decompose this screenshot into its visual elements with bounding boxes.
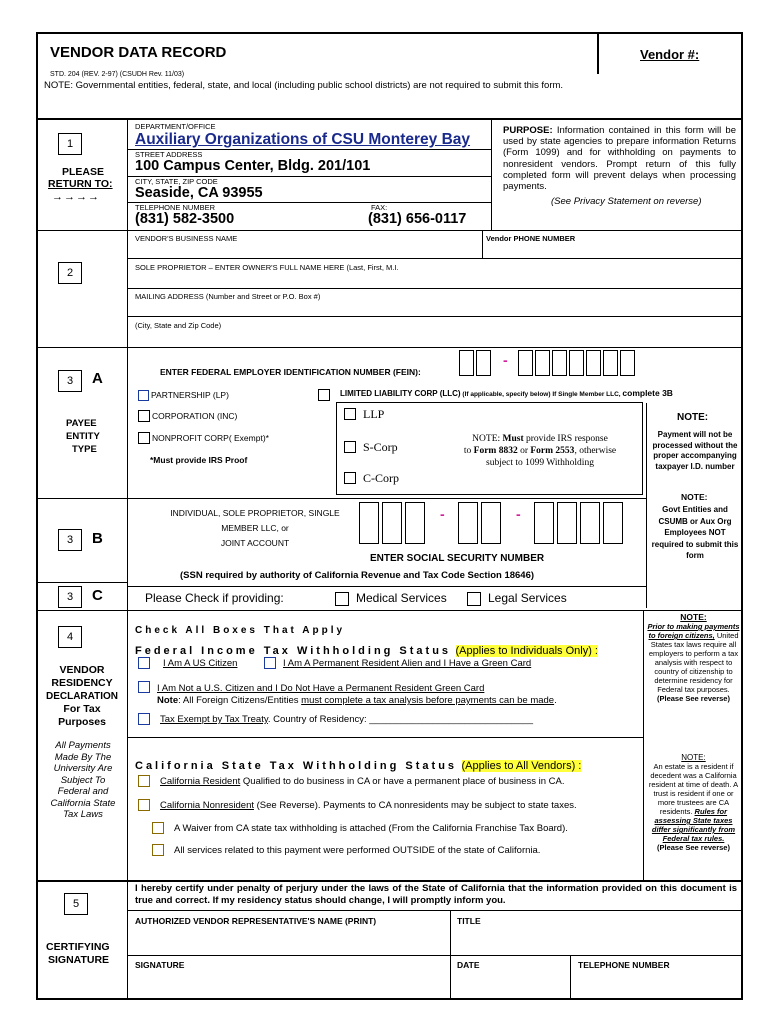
llc-checkbox[interactable]: [318, 389, 330, 401]
outside-label: All services related to this payment were performed OUTSIDE of the state of California.: [174, 845, 541, 856]
resident-alien-label: I Am A Permanent Resident Alien and I Have a Green Card: [283, 658, 532, 669]
ca-nonresident-label: California Nonresident (See Reverse). Payments to CA nonresidents may be subject to state taxes.: [160, 800, 577, 811]
corporation-checkbox[interactable]: [138, 410, 150, 422]
section-3a-number: 3: [58, 370, 82, 392]
business-name-label: VENDOR'S BUSINESS NAME: [135, 234, 238, 243]
tel-label: TELEPHONE NUMBER: [135, 203, 216, 212]
ssn-digit[interactable]: [603, 502, 623, 544]
tel-value: (831) 582-3500: [135, 211, 235, 227]
section-3a-letter: A: [92, 370, 103, 387]
section-3c-letter: C: [92, 587, 103, 604]
fein-digit[interactable]: [603, 350, 618, 376]
llp-label: LLP: [363, 407, 385, 421]
section-4-number: 4: [58, 626, 82, 648]
type-label: TYPE: [72, 444, 97, 455]
vendor-number-label: Vendor #:: [640, 47, 700, 62]
city-value: Seaside, CA 93955: [135, 185, 263, 201]
title-label: TITLE: [457, 916, 481, 926]
return-to-label: RETURN TO:: [48, 178, 113, 190]
corporation-label: CORPORATION (INC): [152, 411, 238, 421]
section-5-number: 5: [64, 893, 88, 915]
partnership-label: PARTNERSHIP (LP): [151, 390, 229, 400]
section-3b-number: 3: [58, 529, 82, 551]
owner-name-field[interactable]: [130, 272, 740, 287]
estate-side-note: NOTE: An estate is a resident if decedent was a California resident at time of death. A trust is resident if one or more trustees are CA residents. Rules for assessing State taxes differ significantly from Federal tax rules. (Please See reverse): [648, 753, 739, 852]
ssn-digit[interactable]: [458, 502, 478, 544]
sole-prop-label: SOLE PROPRIETOR – ENTER OWNER'S FULL NAME HERE (Last, First, M.I.: [135, 263, 399, 272]
us-citizen-label: I Am A US Citizen: [163, 658, 238, 669]
ccorp-checkbox[interactable]: [344, 472, 356, 484]
form-title: VENDOR DATA RECORD: [50, 44, 227, 61]
dept-value: Auxiliary Organizations of CSU Monterey Bay: [135, 131, 471, 148]
signature-label: SIGNATURE: [135, 960, 185, 970]
ssn-required-note: (SSN required by authority of California Revenue and Tax Code Section 18646): [180, 570, 535, 581]
ca-resident-checkbox[interactable]: [138, 775, 150, 787]
street-value: 100 Campus Center, Bldg. 201/101: [135, 158, 371, 174]
payee-label: PAYEE: [66, 418, 97, 429]
fein-dash: -: [503, 352, 508, 368]
partnership-checkbox[interactable]: [138, 390, 149, 401]
please-label: PLEASE: [62, 166, 105, 178]
ssn-dash: -: [516, 506, 521, 522]
section-3c-number: 3: [58, 586, 82, 608]
vendor-phone-field[interactable]: [484, 242, 740, 257]
date-field[interactable]: [452, 972, 568, 998]
ssn-digit[interactable]: [481, 502, 501, 544]
title-field[interactable]: [452, 928, 740, 954]
arrows-icon: →→→→: [52, 191, 100, 203]
auth-name-label: AUTHORIZED VENDOR REPRESENTATIVE'S NAME (PRINT): [135, 916, 377, 926]
fein-digit[interactable]: [476, 350, 491, 376]
fein-digit[interactable]: [586, 350, 601, 376]
city-label: CITY, STATE, ZIP CODE: [135, 177, 218, 186]
entity-label: ENTITY: [66, 431, 100, 442]
fein-label: ENTER FEDERAL EMPLOYER IDENTIFICATION NUMBER (FEIN):: [160, 367, 421, 377]
ca-nonresident-checkbox[interactable]: [138, 799, 150, 811]
ssn-digit[interactable]: [359, 502, 379, 544]
fein-digit[interactable]: [620, 350, 635, 376]
scorp-checkbox[interactable]: [344, 441, 356, 453]
ssn-digit[interactable]: [405, 502, 425, 544]
nonprofit-label: NONPROFIT CORP( Exempt)*: [152, 433, 269, 443]
mailing-address-field[interactable]: [130, 301, 740, 316]
ssn-digit[interactable]: [557, 502, 577, 544]
certify-statement: I hereby certify under penalty of perjury under the laws of the State of California that the information provided on this document is true and correct. If my residency status should change, I will promptly inform you.: [135, 883, 737, 906]
taxpayer-note-title: NOTE:: [677, 412, 709, 423]
us-citizen-checkbox[interactable]: [138, 657, 150, 669]
mailing-label: MAILING ADDRESS (Number and Street or P.O. Box #): [135, 292, 321, 301]
section-3b-letter: B: [92, 530, 103, 547]
fein-digit[interactable]: [535, 350, 550, 376]
llp-checkbox[interactable]: [344, 408, 356, 420]
taxpayer-note-text: Payment will not be processed without the proper accompanying taxpayer I.D. number: [652, 430, 738, 471]
govt-note-text: Govt Entities and CSUMB or Aux Org Employees NOT required to submit this form: [651, 505, 739, 560]
vendor-phone-label: Vendor PHONE NUMBER: [486, 234, 576, 243]
ssn-digit[interactable]: [534, 502, 554, 544]
section-2-number: 2: [58, 262, 82, 284]
individual-label: INDIVIDUAL, SOLE PROPRIETOR, SINGLE MEMBER LLC, or JOINT ACCOUNT: [170, 508, 340, 548]
ccorp-label: C-Corp: [363, 471, 399, 485]
fax-label: FAX:: [371, 203, 388, 212]
medical-checkbox[interactable]: [335, 592, 349, 606]
ssn-digit[interactable]: [580, 502, 600, 544]
ca-resident-label: California Resident Qualified to do business in CA or have a permanent place of business in CA.: [160, 776, 565, 787]
vendor-number-field[interactable]: [600, 34, 740, 72]
ssn-digit[interactable]: [382, 502, 402, 544]
fein-digit[interactable]: [459, 350, 474, 376]
ssn-label: ENTER SOCIAL SECURITY NUMBER: [370, 553, 545, 564]
nonprofit-checkbox[interactable]: [138, 432, 150, 444]
waiver-label: A Waiver from CA state tax withholding is attached (From the California Franchise Tax Board).: [174, 823, 568, 834]
california-status-line: California State Tax Withholding Status (Applies to All Vendors) :: [135, 760, 582, 772]
fein-digit[interactable]: [569, 350, 584, 376]
telephone-field[interactable]: [572, 972, 740, 998]
street-label: STREET ADDRESS: [135, 150, 203, 159]
form-id: STD. 204 (REV. 2-97) (CSUDH Rev. 11/03): [50, 71, 185, 78]
telephone-label: TELEPHONE NUMBER: [578, 960, 670, 970]
date-label: DATE: [457, 960, 480, 970]
vendor-label: VENDOR RESIDENCY DECLARATION For Tax Purposes: [45, 664, 119, 728]
signature-section-label: SIGNATURE: [48, 954, 110, 966]
fein-digit[interactable]: [552, 350, 567, 376]
waiver-checkbox[interactable]: [152, 822, 164, 834]
llc-label: LIMITED LIABILITY CORP (LLC) (If applicable, specify below) If Single Member LLC, complete 3B: [340, 388, 673, 398]
ssn-dash: -: [440, 506, 445, 522]
fein-digit[interactable]: [518, 350, 533, 376]
legal-checkbox[interactable]: [467, 592, 481, 606]
dept-label: DEPARTMENT/OFFICE: [135, 122, 216, 131]
city-zip-label: (City, State and Zip Code): [135, 321, 222, 330]
not-us-label: I Am Not a U.S. Citizen and I Do Not Have a Permanent Resident Green Card: [157, 683, 485, 694]
irs-response-note: NOTE: Must provide IRS response to Form 8832 or Form 2553, otherwise subject to 1099 Withholding: [463, 434, 617, 468]
outside-checkbox[interactable]: [152, 844, 164, 856]
tax-exempt-checkbox[interactable]: [138, 713, 150, 725]
federal-status-line: Federal Income Tax Withholding Status (Applies to Individuals Only) :: [135, 645, 598, 657]
medical-label: Medical Services: [356, 591, 447, 605]
legal-label: Legal Services: [488, 591, 567, 605]
purpose-text: PURPOSE: Information contained in this form will be used by state agencies to prepare information Returns (Form 1099) and for withholding on payments to nonresident vendors. Prompt return of this fully completed form will prevent delays when processing payments.: [503, 125, 736, 193]
check-providing-label: Please Check if providing:: [145, 591, 284, 605]
auth-name-field[interactable]: [130, 928, 448, 954]
scorp-label: S-Corp: [363, 440, 398, 454]
fax-value: (831) 656-0117: [368, 211, 467, 227]
irs-proof-note: *Must provide IRS Proof: [150, 455, 248, 465]
city-state-zip-field[interactable]: [130, 330, 740, 346]
certifying-label: CERTIFYING: [46, 941, 110, 953]
tax-exempt-line: Tax Exempt by Tax Treaty. Country of Residency: _______________________________: [160, 714, 534, 725]
foreign-note: Note: All Foreign Citizens/Entities must complete a tax analysis before payments can be made.: [157, 695, 557, 706]
all-payments-note: All Payments Made By The University Are Subject To Federal and California State Tax Laws: [50, 740, 116, 820]
govt-note-title: NOTE:: [681, 492, 708, 502]
resident-alien-checkbox[interactable]: [264, 657, 276, 669]
section-1-number: 1: [58, 133, 82, 155]
business-name-field[interactable]: [130, 242, 480, 257]
check-all-label: Check All Boxes That Apply: [135, 625, 346, 636]
foreign-side-note: NOTE: Prior to making payments to foreign citizens, United States tax laws require all employers to perform a tax analysis with respect to country of citizenship to determine residency for Federal tax purposes. (Please See reverse): [647, 612, 740, 703]
not-us-checkbox[interactable]: [138, 681, 150, 693]
header-note: NOTE: Governmental entities, federal, state, and local (including public school districts) are not required to submit this form.: [44, 80, 564, 91]
privacy-note: (See Privacy Statement on reverse): [551, 196, 702, 207]
signature-field[interactable]: [130, 972, 448, 998]
